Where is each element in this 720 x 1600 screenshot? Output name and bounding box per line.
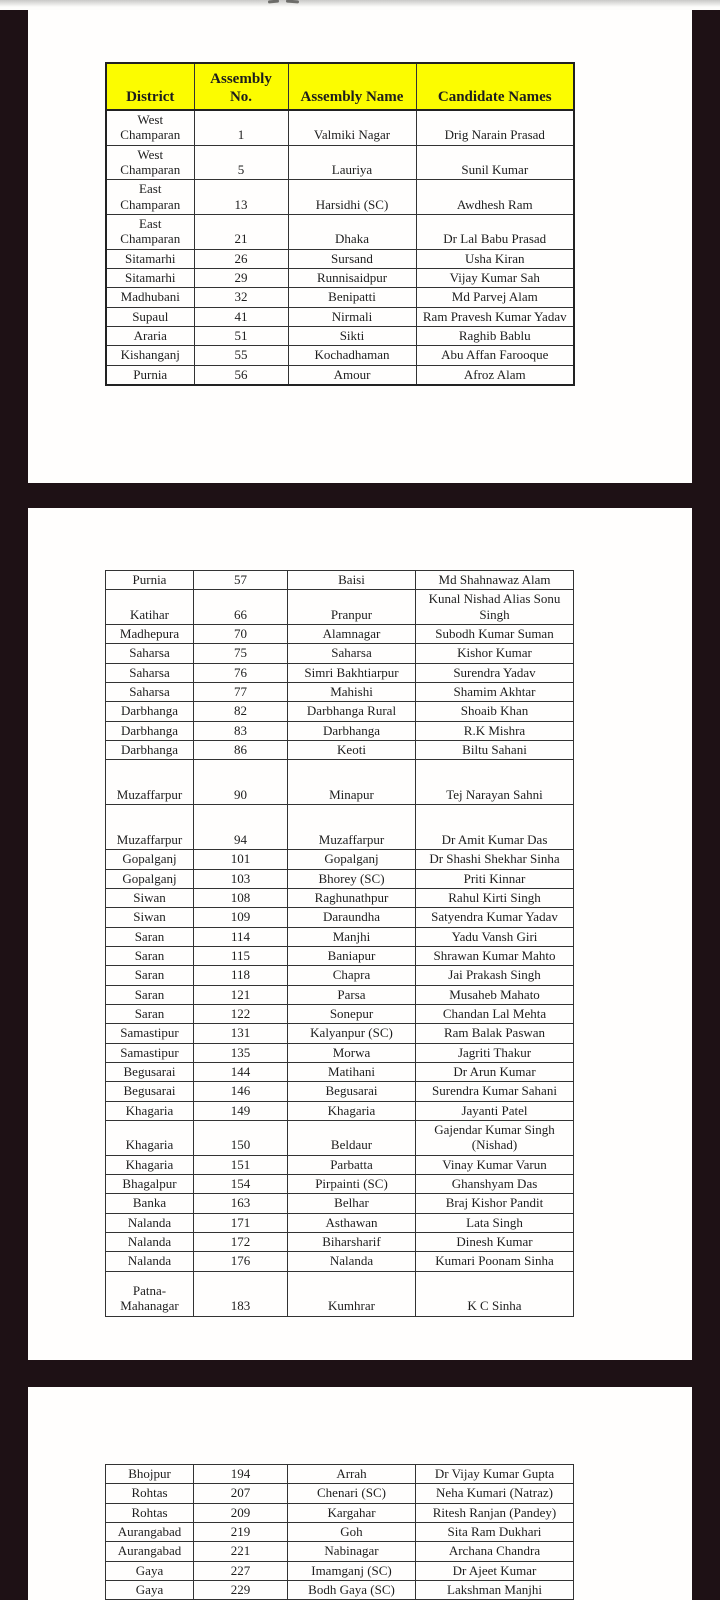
cell-candidate: Yadu Vansh Giri <box>416 927 574 946</box>
cell-no: 55 <box>194 346 288 365</box>
cell-no: 83 <box>194 721 288 740</box>
cell-candidate: Afroz Alam <box>416 365 574 385</box>
table-row <box>106 888 574 907</box>
cell-name: Benipatti <box>288 288 416 307</box>
cell-name: Matihani <box>288 1062 416 1081</box>
cell-name: Nirmali <box>288 307 416 326</box>
cell-name: Beldaur <box>288 1120 416 1155</box>
cell-no: 221 <box>194 1542 288 1561</box>
cutoff-text-fragment <box>268 0 279 4</box>
cell-candidate: Chandan Lal Mehta <box>416 1004 574 1023</box>
cell-candidate: Dr Shashi Shekhar Sinha <box>416 850 574 869</box>
cell-candidate: Md Shahnawaz Alam <box>416 571 574 590</box>
cell-no: 171 <box>194 1213 288 1232</box>
cell-district: Saran <box>106 966 194 985</box>
cell-name: Goh <box>288 1522 416 1541</box>
cell-no: 183 <box>194 1271 288 1316</box>
cell-name: Chapra <box>288 966 416 985</box>
cell-name: Simri Bakhtiarpur <box>288 663 416 682</box>
cell-name: Kumhrar <box>288 1271 416 1316</box>
cell-no: 146 <box>194 1082 288 1101</box>
cell-candidate: Tej Narayan Sahni <box>416 760 574 805</box>
cell-candidate: Lakshman Manjhi <box>416 1580 574 1599</box>
cell-no: 56 <box>194 365 288 385</box>
cell-candidate: Archana Chandra <box>416 1542 574 1561</box>
table-row <box>106 760 574 805</box>
table-row <box>106 1271 574 1316</box>
table-row <box>106 1024 574 1043</box>
table-row <box>106 249 574 268</box>
cell-no: 70 <box>194 624 288 643</box>
table-row <box>106 1213 574 1232</box>
cell-name: Pranpur <box>288 590 416 625</box>
cell-candidate: Drig Narain Prasad <box>416 110 574 145</box>
cell-district: Patna-Mahanagar <box>106 1271 194 1316</box>
cell-district: Purnia <box>106 571 194 590</box>
cell-name: Gopalganj <box>288 850 416 869</box>
cell-name: Kargahar <box>288 1503 416 1522</box>
table-row <box>106 214 574 249</box>
cell-name: Bhorey (SC) <box>288 869 416 888</box>
cell-no: 115 <box>194 946 288 965</box>
cell-district: Saharsa <box>106 682 194 701</box>
cell-district: Darbhanga <box>106 702 194 721</box>
cell-no: 176 <box>194 1252 288 1271</box>
cell-candidate: Usha Kiran <box>416 249 574 268</box>
cell-candidate: Dr Ajeet Kumar <box>416 1561 574 1580</box>
cell-name: Imamganj (SC) <box>288 1561 416 1580</box>
cell-name: Baniapur <box>288 946 416 965</box>
table-row <box>106 268 574 287</box>
cell-district: Purnia <box>106 365 194 385</box>
cell-name: Sursand <box>288 249 416 268</box>
cell-candidate: Dr Arun Kumar <box>416 1062 574 1081</box>
cell-district: Rohtas <box>106 1503 194 1522</box>
previous-page-bottom-edge <box>0 0 720 10</box>
cell-district: Araria <box>106 326 194 345</box>
cell-candidate: Abu Affan Farooque <box>416 346 574 365</box>
cell-candidate: K C Sinha <box>416 1271 574 1316</box>
cell-no: 149 <box>194 1101 288 1120</box>
table-row <box>106 1004 574 1023</box>
cell-candidate: Sita Ram Dukhari <box>416 1522 574 1541</box>
page-panel-1 <box>28 10 692 483</box>
cell-district: Gopalganj <box>106 869 194 888</box>
table-row <box>106 927 574 946</box>
cell-name: Muzaffarpur <box>288 805 416 850</box>
table-row <box>106 326 574 345</box>
cell-district: Samastipur <box>106 1043 194 1062</box>
cell-no: 26 <box>194 249 288 268</box>
cell-district: Begusarai <box>106 1082 194 1101</box>
cell-candidate: Md Parvej Alam <box>416 288 574 307</box>
table-row <box>106 850 574 869</box>
cell-no: 77 <box>194 682 288 701</box>
cell-name: Saharsa <box>288 644 416 663</box>
cell-district: Darbhanga <box>106 721 194 740</box>
cell-name: Mahishi <box>288 682 416 701</box>
cell-district: Supaul <box>106 307 194 326</box>
table-row <box>106 1174 574 1193</box>
table-row <box>106 1043 574 1062</box>
cell-district: Samastipur <box>106 1024 194 1043</box>
table-row <box>106 908 574 927</box>
cell-name: Belhar <box>288 1194 416 1213</box>
cell-candidate: Kumari Poonam Sinha <box>416 1252 574 1271</box>
cell-name: Manjhi <box>288 927 416 946</box>
cell-no: 131 <box>194 1024 288 1043</box>
cell-name: Nalanda <box>288 1252 416 1271</box>
cell-no: 86 <box>194 740 288 759</box>
table-row <box>106 740 574 759</box>
cell-name: Kochadhaman <box>288 346 416 365</box>
cell-no: 219 <box>194 1522 288 1541</box>
cell-no: 151 <box>194 1155 288 1174</box>
cell-district: Bhojpur <box>106 1465 194 1484</box>
cell-candidate: Ritesh Ranjan (Pandey) <box>416 1503 574 1522</box>
cell-no: 57 <box>194 571 288 590</box>
cell-no: 144 <box>194 1062 288 1081</box>
table-row <box>106 682 574 701</box>
cell-district: Saran <box>106 946 194 965</box>
cell-no: 1 <box>194 110 288 145</box>
cell-candidate: R.K Mishra <box>416 721 574 740</box>
cell-name: Baisi <box>288 571 416 590</box>
table-row <box>106 145 574 180</box>
cell-candidate: Shoaib Khan <box>416 702 574 721</box>
cell-no: 32 <box>194 288 288 307</box>
cell-candidate: Raghib Bablu <box>416 326 574 345</box>
cell-candidate: Awdhesh Ram <box>416 180 574 215</box>
cell-candidate: Ram Balak Paswan <box>416 1024 574 1043</box>
cell-candidate: Ram Pravesh Kumar Yadav <box>416 307 574 326</box>
cell-no: 75 <box>194 644 288 663</box>
cell-no: 229 <box>194 1580 288 1599</box>
cell-district: Sitamarhi <box>106 268 194 287</box>
cell-candidate: Jagriti Thakur <box>416 1043 574 1062</box>
cell-name: Minapur <box>288 760 416 805</box>
cell-no: 41 <box>194 307 288 326</box>
cell-no: 209 <box>194 1503 288 1522</box>
cell-district: West Champaran <box>106 145 194 180</box>
page-panel-2 <box>28 508 692 1360</box>
table-row <box>106 180 574 215</box>
cell-name: Kalyanpur (SC) <box>288 1024 416 1043</box>
cell-candidate: Musaheb Mahato <box>416 985 574 1004</box>
cell-no: 109 <box>194 908 288 927</box>
table-row <box>106 869 574 888</box>
cell-district: Saran <box>106 1004 194 1023</box>
cell-district: Aurangabad <box>106 1542 194 1561</box>
cell-name: Biharsharif <box>288 1232 416 1251</box>
cell-district: East Champaran <box>106 180 194 215</box>
header-row <box>106 63 574 110</box>
cell-no: 29 <box>194 268 288 287</box>
cell-no: 207 <box>194 1484 288 1503</box>
cell-candidate: Dr Vijay Kumar Gupta <box>416 1465 574 1484</box>
cell-name: Khagaria <box>288 1101 416 1120</box>
cell-candidate: Ghanshyam Das <box>416 1174 574 1193</box>
cell-district: Siwan <box>106 888 194 907</box>
cell-no: 66 <box>194 590 288 625</box>
cell-candidate: Neha Kumari (Natraz) <box>416 1484 574 1503</box>
table-row <box>106 663 574 682</box>
cell-name: Parsa <box>288 985 416 1004</box>
cell-name: Dhaka <box>288 214 416 249</box>
cell-district: Katihar <box>106 590 194 625</box>
table-row <box>106 1155 574 1174</box>
cell-district: Sitamarhi <box>106 249 194 268</box>
cell-name: Begusarai <box>288 1082 416 1101</box>
cell-candidate: Jai Prakash Singh <box>416 966 574 985</box>
cell-district: West Champaran <box>106 110 194 145</box>
cell-no: 172 <box>194 1232 288 1251</box>
cell-name: Raghunathpur <box>288 888 416 907</box>
cell-no: 194 <box>194 1465 288 1484</box>
cell-candidate: Braj Kishor Pandit <box>416 1194 574 1213</box>
cell-district: Nalanda <box>106 1252 194 1271</box>
cell-candidate: Dr Lal Babu Prasad <box>416 214 574 249</box>
cell-district: Begusarai <box>106 1062 194 1081</box>
table-row <box>106 1503 574 1522</box>
table-row <box>106 1232 574 1251</box>
table-row <box>106 1062 574 1081</box>
cell-district: Bhagalpur <box>106 1174 194 1193</box>
cell-candidate: Shamim Akhtar <box>416 682 574 701</box>
cell-candidate: Vinay Kumar Varun <box>416 1155 574 1174</box>
table-row <box>106 985 574 1004</box>
page-gap <box>0 483 720 508</box>
cell-district: Saharsa <box>106 644 194 663</box>
table-row <box>106 1561 574 1580</box>
cell-name: Lauriya <box>288 145 416 180</box>
table-row <box>106 805 574 850</box>
table-row <box>106 110 574 145</box>
cell-district: Madhubani <box>106 288 194 307</box>
table-row <box>106 1082 574 1101</box>
cell-name: Morwa <box>288 1043 416 1062</box>
cell-no: 5 <box>194 145 288 180</box>
table-row <box>106 571 574 590</box>
cell-district: Nalanda <box>106 1232 194 1251</box>
cell-candidate: Gajendar Kumar Singh (Nishad) <box>416 1120 574 1155</box>
cell-candidate: Lata Singh <box>416 1213 574 1232</box>
table-row <box>106 1465 574 1484</box>
cell-district: Gaya <box>106 1561 194 1580</box>
table-row <box>106 1194 574 1213</box>
table-row <box>106 365 574 385</box>
cell-name: Harsidhi (SC) <box>288 180 416 215</box>
cell-district: Khagaria <box>106 1120 194 1155</box>
cell-name: Chenari (SC) <box>288 1484 416 1503</box>
cell-district: Aurangabad <box>106 1522 194 1541</box>
cell-name: Pirpainti (SC) <box>288 1174 416 1193</box>
cell-candidate: Dr Amit Kumar Das <box>416 805 574 850</box>
cell-no: 108 <box>194 888 288 907</box>
cell-name: Darbhanga <box>288 721 416 740</box>
cell-candidate: Subodh Kumar Suman <box>416 624 574 643</box>
table-row <box>106 307 574 326</box>
cell-no: 101 <box>194 850 288 869</box>
page-gap <box>0 1360 720 1387</box>
cell-candidate: Surendra Kumar Sahani <box>416 1082 574 1101</box>
candidates-table-page-3 <box>105 1464 574 1600</box>
cell-district: Nalanda <box>106 1213 194 1232</box>
cell-candidate: Shrawan Kumar Mahto <box>416 946 574 965</box>
cell-district: Saharsa <box>106 663 194 682</box>
cell-district: Siwan <box>106 908 194 927</box>
cell-district: Saran <box>106 927 194 946</box>
cell-no: 122 <box>194 1004 288 1023</box>
table-row <box>106 721 574 740</box>
cell-district: Muzaffarpur <box>106 805 194 850</box>
table-row <box>106 1522 574 1541</box>
cell-no: 154 <box>194 1174 288 1193</box>
table-row <box>106 1542 574 1561</box>
cell-candidate: Kunal Nishad Alias Sonu Singh <box>416 590 574 625</box>
cell-no: 114 <box>194 927 288 946</box>
table-row <box>106 966 574 985</box>
cell-district: Banka <box>106 1194 194 1213</box>
table-row <box>106 288 574 307</box>
cell-district: Gopalganj <box>106 850 194 869</box>
table-row <box>106 1120 574 1155</box>
cell-candidate: Rahul Kirti Singh <box>416 888 574 907</box>
table-row <box>106 1252 574 1271</box>
cell-no: 163 <box>194 1194 288 1213</box>
table-row <box>106 644 574 663</box>
cell-candidate: Priti Kinnar <box>416 869 574 888</box>
cell-district: Gaya <box>106 1580 194 1599</box>
cell-candidate: Surendra Yadav <box>416 663 574 682</box>
cell-district: Khagaria <box>106 1101 194 1120</box>
cell-candidate: Sunil Kumar <box>416 145 574 180</box>
cell-no: 227 <box>194 1561 288 1580</box>
cell-no: 150 <box>194 1120 288 1155</box>
cell-name: Arrah <box>288 1465 416 1484</box>
header-district: District <box>106 63 194 110</box>
cell-district: Darbhanga <box>106 740 194 759</box>
cell-name: Darbhanga Rural <box>288 702 416 721</box>
cell-name: Asthawan <box>288 1213 416 1232</box>
cell-name: Alamnagar <box>288 624 416 643</box>
cell-no: 94 <box>194 805 288 850</box>
table-row <box>106 1101 574 1120</box>
cell-no: 90 <box>194 760 288 805</box>
candidates-table-page-2 <box>105 570 574 1317</box>
table-row <box>106 702 574 721</box>
cell-name: Sikti <box>288 326 416 345</box>
table-row <box>106 346 574 365</box>
cell-name: Sonepur <box>288 1004 416 1023</box>
cell-district: Khagaria <box>106 1155 194 1174</box>
header-name: Assembly Name <box>288 63 416 110</box>
cell-district: Kishanganj <box>106 346 194 365</box>
cell-no: 21 <box>194 214 288 249</box>
cell-name: Keoti <box>288 740 416 759</box>
cell-no: 121 <box>194 985 288 1004</box>
cell-no: 82 <box>194 702 288 721</box>
cell-name: Nabinagar <box>288 1542 416 1561</box>
cell-name: Amour <box>288 365 416 385</box>
cutoff-text-fragment <box>286 0 299 3</box>
cell-candidate: Kishor Kumar <box>416 644 574 663</box>
cell-candidate: Jayanti Patel <box>416 1101 574 1120</box>
cell-district: Rohtas <box>106 1484 194 1503</box>
cell-no: 103 <box>194 869 288 888</box>
cell-district: East Champaran <box>106 214 194 249</box>
candidates-table-page-1 <box>105 62 575 386</box>
cell-name: Valmiki Nagar <box>288 110 416 145</box>
page-panel-3 <box>28 1387 692 1600</box>
cell-no: 118 <box>194 966 288 985</box>
cell-no: 13 <box>194 180 288 215</box>
cell-candidate: Vijay Kumar Sah <box>416 268 574 287</box>
table-row <box>106 1484 574 1503</box>
table-row <box>106 946 574 965</box>
cell-district: Saran <box>106 985 194 1004</box>
table-row <box>106 590 574 625</box>
table-row <box>106 1580 574 1599</box>
cell-name: Bodh Gaya (SC) <box>288 1580 416 1599</box>
cell-no: 135 <box>194 1043 288 1062</box>
table-row <box>106 624 574 643</box>
cell-name: Daraundha <box>288 908 416 927</box>
cell-name: Runnisaidpur <box>288 268 416 287</box>
cell-district: Madhepura <box>106 624 194 643</box>
cell-no: 76 <box>194 663 288 682</box>
header-no: Assembly No. <box>194 63 288 110</box>
cell-candidate: Biltu Sahani <box>416 740 574 759</box>
cell-name: Parbatta <box>288 1155 416 1174</box>
header-candidate: Candidate Names <box>416 63 574 110</box>
cell-candidate: Dinesh Kumar <box>416 1232 574 1251</box>
cell-no: 51 <box>194 326 288 345</box>
cell-candidate: Satyendra Kumar Yadav <box>416 908 574 927</box>
cell-district: Muzaffarpur <box>106 760 194 805</box>
